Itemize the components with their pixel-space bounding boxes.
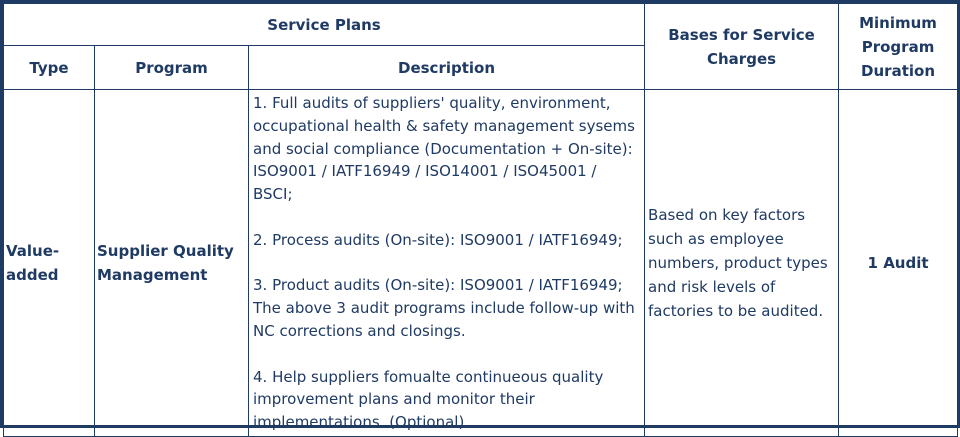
header-service-plans: Service Plans bbox=[4, 4, 645, 46]
description-item: 3. Product audits (On-site): ISO9001 / IATF16949; The above 3 audit programs include follow-up with NC corrections and closings. bbox=[253, 276, 635, 340]
header-bases-for-service-charges: Bases for Service Charges bbox=[645, 4, 839, 90]
header-minimum-program-duration: Minimum Program Duration bbox=[839, 4, 958, 90]
header-type: Type bbox=[4, 46, 95, 90]
description-item: 4. Help suppliers fomualte continueous quality improvement plans and monitor their implementations. (Optional) bbox=[253, 367, 604, 432]
description-item: 2. Process audits (On-site): ISO9001 / IATF16949; bbox=[253, 230, 623, 249]
header-program: Program bbox=[95, 46, 249, 90]
table-row bbox=[4, 90, 958, 437]
cell-type: Value-added bbox=[4, 90, 95, 437]
description-item: 1. Full audits of suppliers' quality, environment, occupational health & safety management sysems and social compliance (Documentation + On-site): ISO9001 / IATF16949 / ISO14001 / ISO45001 / BSCI; bbox=[253, 94, 635, 204]
cell-description bbox=[249, 90, 645, 437]
header-description: Description bbox=[249, 46, 645, 90]
cell-bases-for-service-charges: Based on key factors such as employee numbers, product types and risk levels of factories to be audited. bbox=[645, 90, 839, 437]
cell-program: Supplier Quality Management bbox=[95, 90, 249, 437]
service-plans-table bbox=[3, 3, 958, 437]
cell-minimum-duration: 1 Audit bbox=[839, 90, 958, 437]
